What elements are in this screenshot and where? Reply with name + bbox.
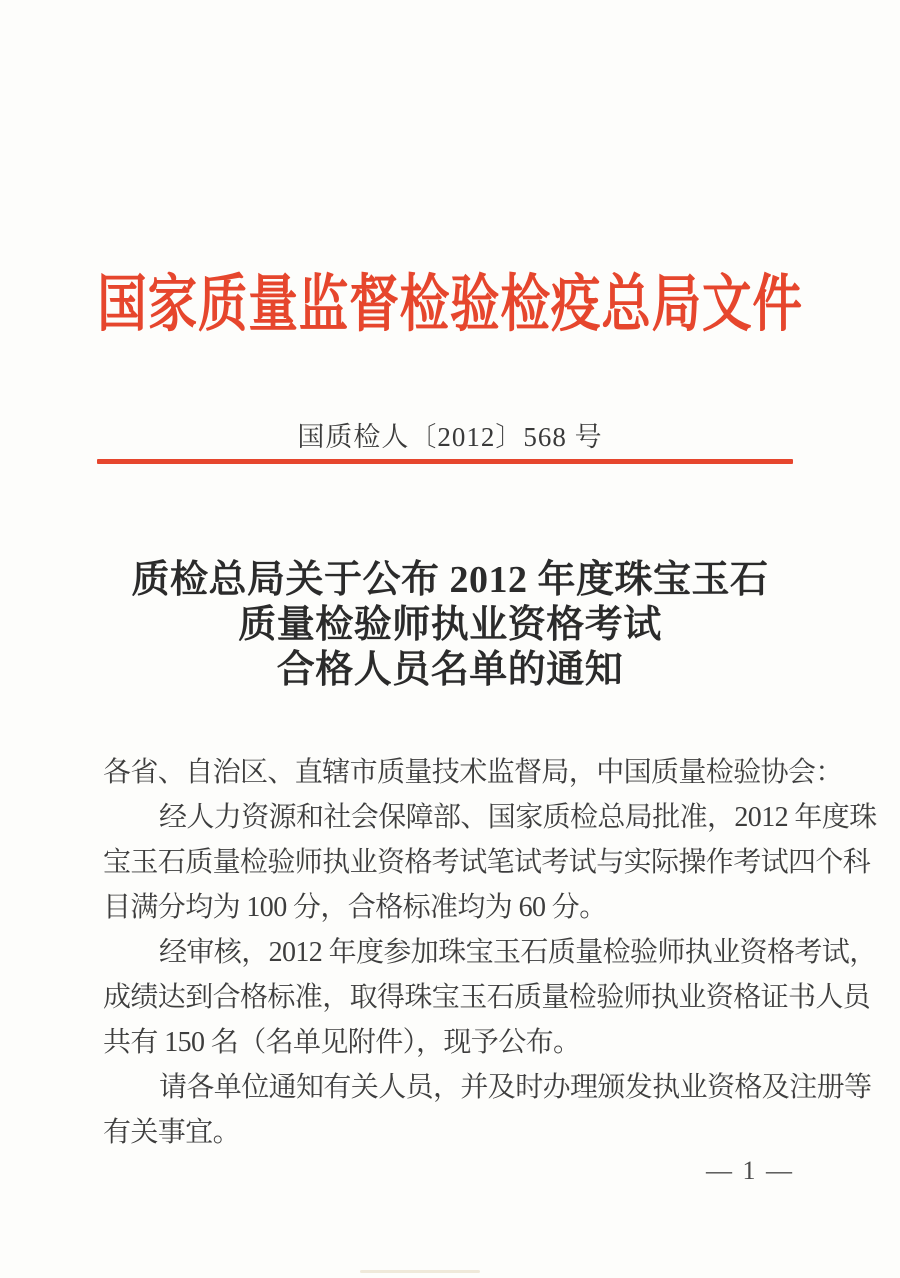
notice-body <box>103 750 877 1155</box>
salutation-line: 各省、自治区、直辖市质量技术监督局，中国质量检验协会： <box>103 757 843 788</box>
notice-title-line-2: 质量检验师执业资格考试 <box>238 604 662 646</box>
agency-header <box>0 262 900 348</box>
agency-header-text: 国家质量监督检验检疫总局文件 <box>97 271 803 339</box>
body-line: 共有 150 名（名单见附件），现予公布。 <box>103 1027 581 1058</box>
body-line: 经人力资源和社会保障部、国家质检总局批准，2012 年度珠 <box>159 802 877 833</box>
scan-artifact-smudge <box>360 1270 480 1273</box>
document-reference-number: 国质检人〔2012〕568 号 <box>297 422 603 452</box>
notice-title <box>0 558 900 693</box>
body-line: 宝玉石质量检验师执业资格考试笔试考试与实际操作考试四个科 <box>103 847 871 878</box>
body-line: 目满分均为 100 分，合格标准均为 60 分。 <box>103 892 607 923</box>
body-line: 成绩达到合格标准，取得珠宝玉石质量检验师执业资格证书人员 <box>103 982 871 1013</box>
body-line: 有关事宜。 <box>103 1117 241 1148</box>
notice-title-line-1: 质检总局关于公布 2012 年度珠宝玉石 <box>131 559 769 601</box>
notice-title-line-3: 合格人员名单的通知 <box>276 649 624 691</box>
page-number: — 1 — <box>706 1156 794 1185</box>
body-line: 经审核，2012 年度参加珠宝玉石质量检验师执业资格考试， <box>159 937 877 968</box>
red-divider-rule <box>97 459 793 464</box>
body-line: 请各单位通知有关人员，并及时办理颁发执业资格及注册等 <box>159 1072 872 1103</box>
